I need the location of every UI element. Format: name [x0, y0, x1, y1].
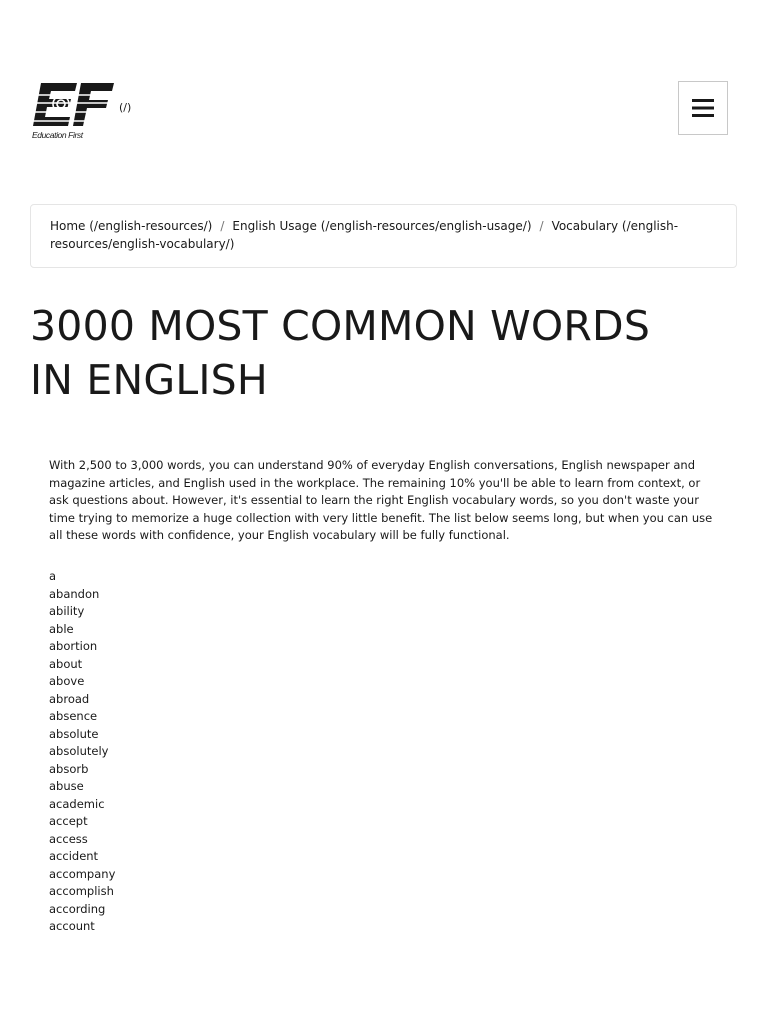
- word-list-item: academic: [49, 796, 105, 811]
- word-list-item: absorb: [49, 761, 89, 776]
- breadcrumb-english-usage[interactable]: English Usage (/english-resources/english-usage/): [232, 219, 532, 233]
- word-list-item: a: [49, 569, 57, 583]
- word-list-item: ability: [49, 604, 85, 618]
- logo-link[interactable]: [31, 80, 131, 142]
- word-list: [49, 568, 115, 936]
- word-list-item: abuse: [49, 779, 84, 793]
- word-list-item: account: [49, 919, 95, 933]
- menu-button[interactable]: [678, 81, 728, 135]
- breadcrumb-separator: /: [220, 219, 225, 233]
- word-list-item: abandon: [49, 586, 100, 601]
- page-title-line-1: 3000 MOST COMMON WORDS: [30, 302, 651, 350]
- word-list-item: abroad: [49, 691, 90, 706]
- word-list-item: absolute: [49, 726, 99, 741]
- word-list-item: abortion: [49, 639, 98, 653]
- breadcrumb-vocabulary[interactable]: Vocabulary (/english-resources/english-vocabulary/): [50, 219, 679, 251]
- word-list-item: above: [49, 674, 85, 688]
- word-list-item: accompany: [49, 866, 116, 881]
- page-title: [30, 299, 730, 407]
- word-list-item: able: [49, 621, 74, 636]
- word-list-item: access: [49, 831, 88, 846]
- breadcrumb-home[interactable]: Home (/english-resources/): [50, 219, 213, 233]
- site-header: [31, 80, 728, 142]
- word-list-item: accident: [49, 849, 99, 863]
- logo-tagline: Education First: [32, 130, 83, 140]
- breadcrumb: [30, 204, 737, 268]
- intro-paragraph: With 2,500 to 3,000 words, you can understand 90% of everyday English conversations, English newspaper and magazine articles, and English used in the workplace. The remaining 10% you'll be able to learn from context, or ask questions about. However, it's essential to learn the right English vocabulary words, so you don't waste your time trying to memorize a huge collection with very little benefit. The list below seems long, but when you can use all these words with confidence, your English vocabulary will be fully functional.: [49, 458, 713, 543]
- logo-link-text: (/): [119, 101, 132, 114]
- word-list-item: according: [49, 901, 106, 916]
- breadcrumb-separator: /: [539, 219, 544, 233]
- word-list-item: accomplish: [49, 884, 114, 898]
- hamburger-menu-icon: [692, 99, 714, 117]
- word-list-item: absence: [49, 709, 98, 723]
- page-title-line-2: IN ENGLISH: [30, 356, 268, 404]
- ef-logo-icon: [31, 80, 115, 142]
- word-list-item: accept: [49, 814, 88, 828]
- word-list-item: about: [49, 656, 83, 671]
- word-list-item: absolutely: [49, 744, 109, 758]
